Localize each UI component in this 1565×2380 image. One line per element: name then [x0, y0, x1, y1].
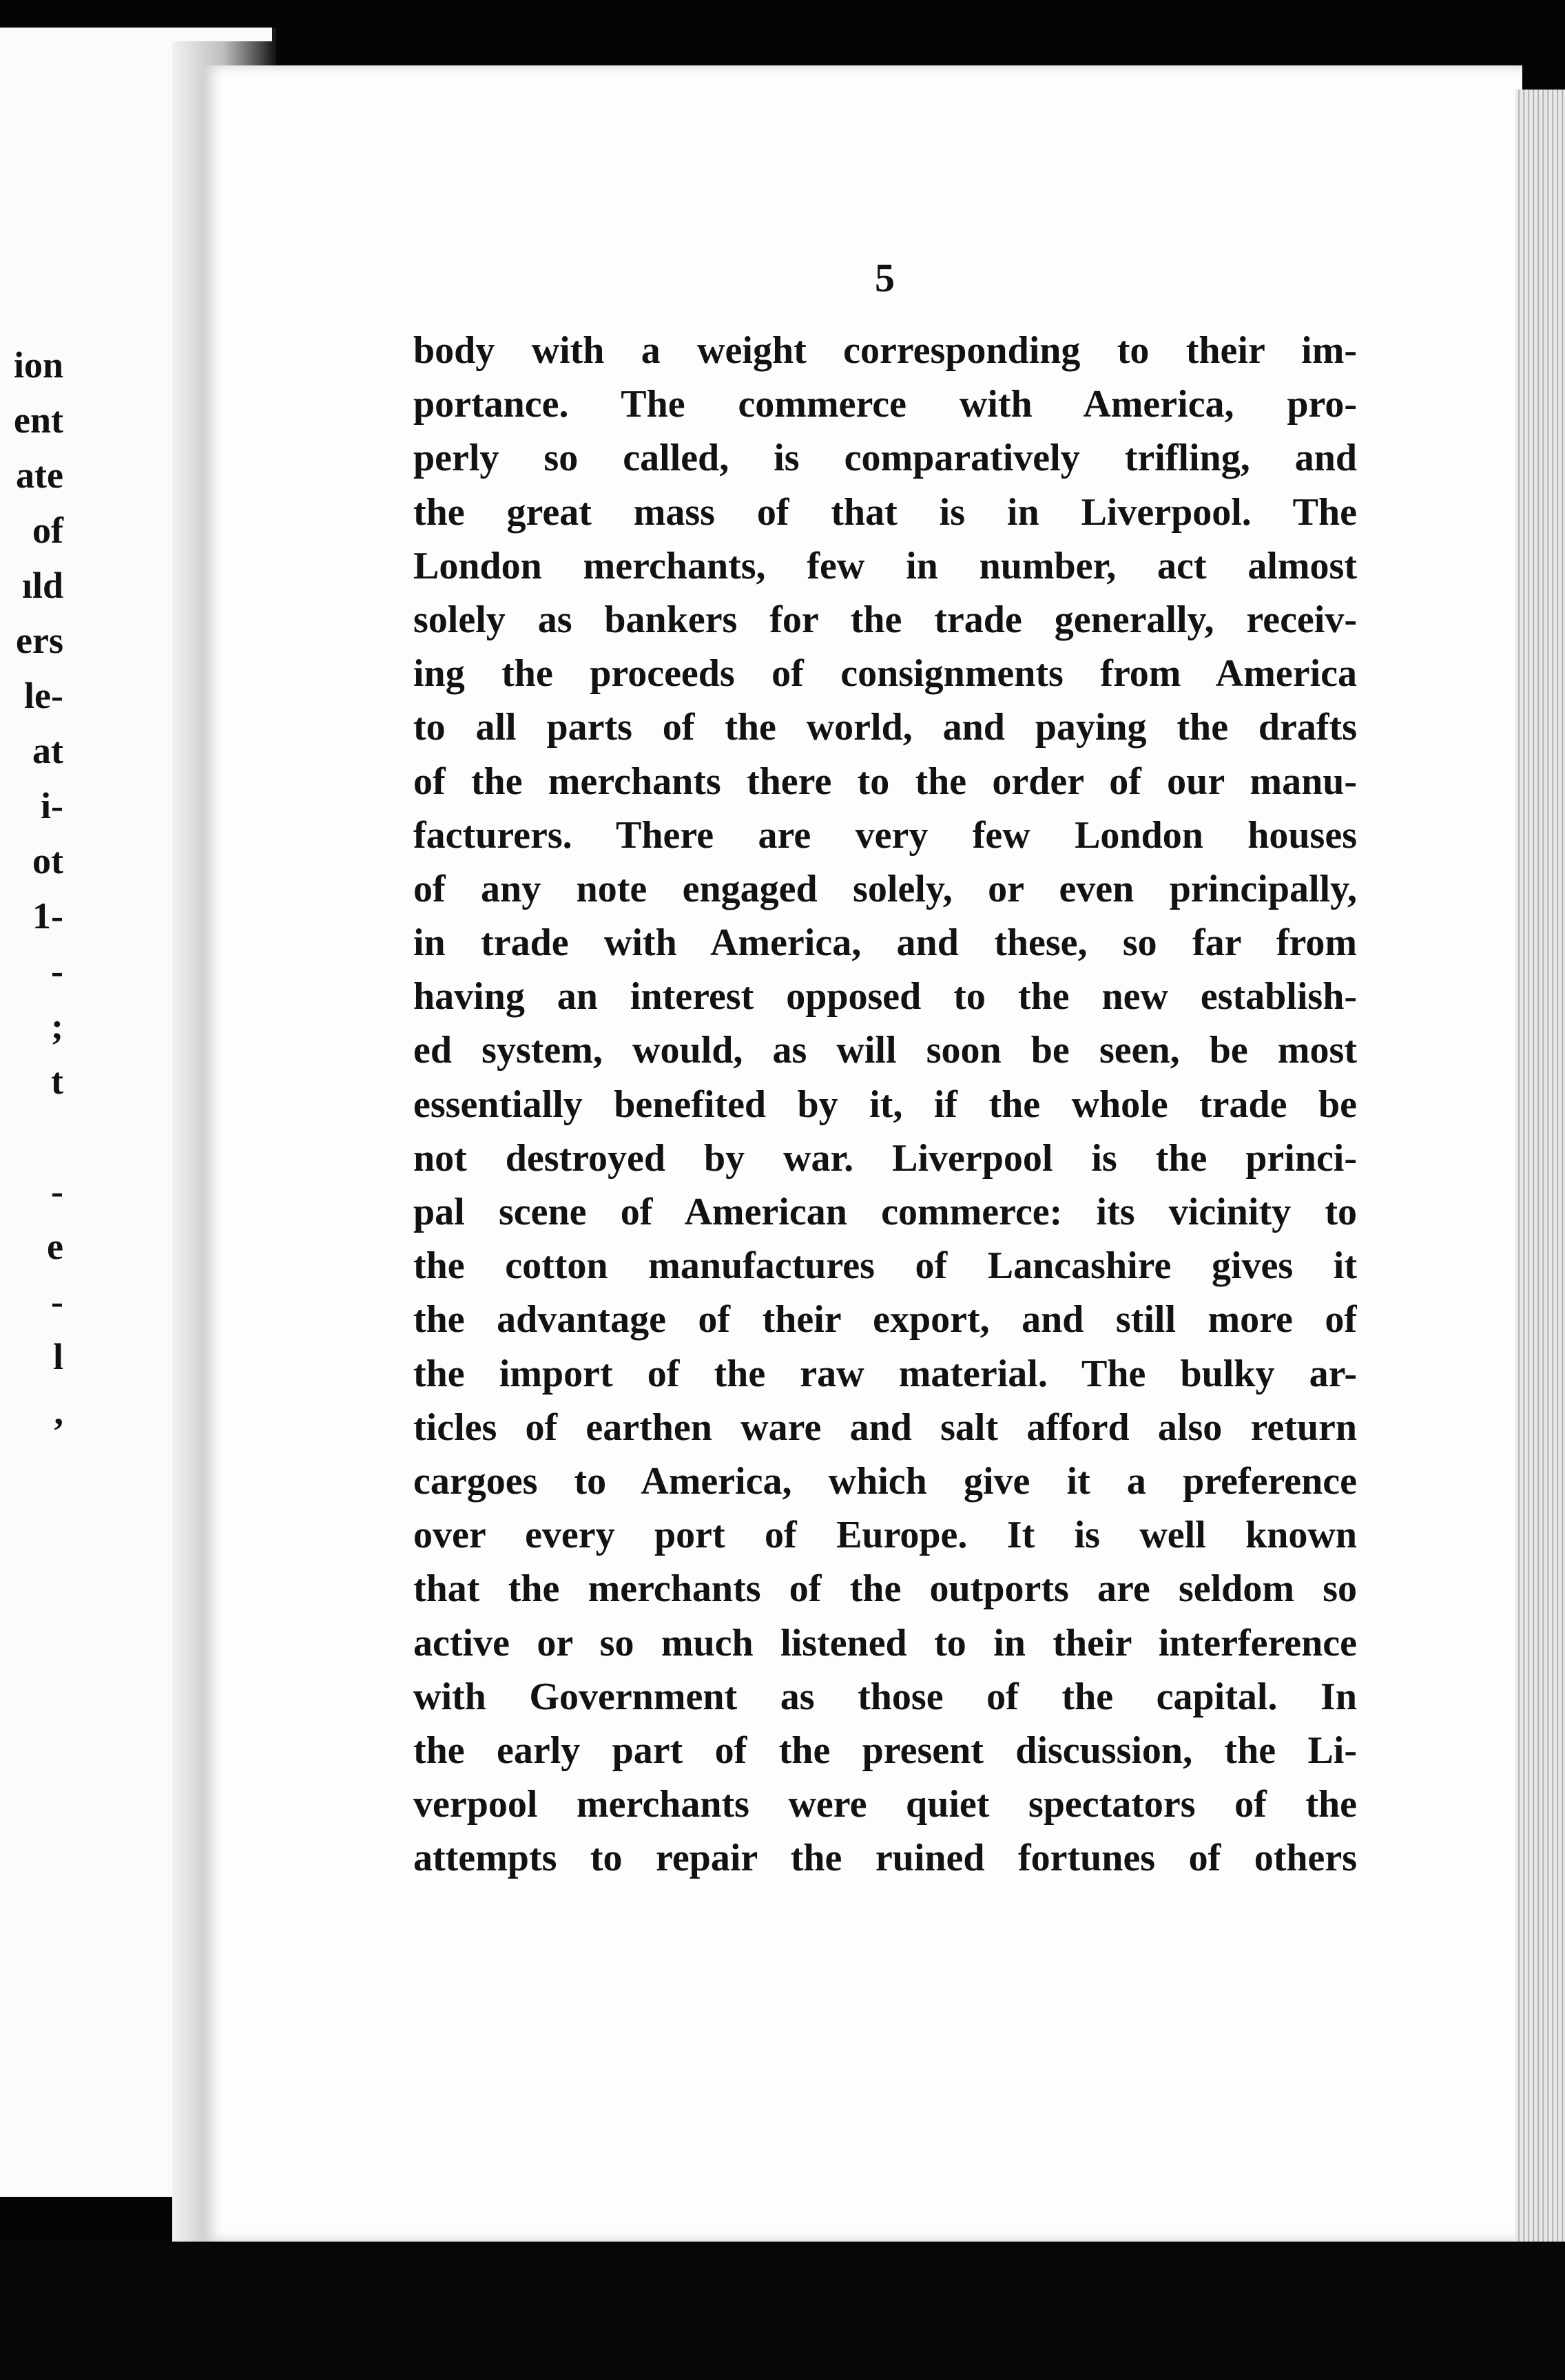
scan-bottom-border — [0, 2242, 1565, 2380]
left-text-fragment: ent — [14, 399, 63, 441]
text-line: with Government as those of the capital. In — [413, 1675, 1357, 1718]
text-line: attempts to repair the ruined fortunes of others — [413, 1837, 1357, 1880]
text-line: cargoes to America, which give it a preference — [413, 1459, 1357, 1503]
left-text-fragment: l — [52, 1336, 63, 1377]
left-text-fragment: le- — [24, 675, 63, 716]
left-text-fragment: ; — [51, 1005, 63, 1047]
text-line: the great mass of that is in Liverpool. The — [413, 490, 1357, 534]
left-text-fragment: - — [51, 950, 63, 992]
text-line: the early part of the present discussion, the Li- — [413, 1729, 1357, 1772]
left-text-fragment: i- — [41, 785, 63, 826]
page-number: 5 — [875, 255, 895, 300]
left-text-fragment: ot — [32, 840, 63, 881]
left-text-fragment: ıld — [21, 565, 63, 606]
left-text-fragment: - — [51, 1281, 63, 1322]
body-text — [413, 324, 1357, 1885]
text-line: of the merchants there to the order of our manu- — [413, 760, 1357, 803]
text-line: body with a weight corresponding to their im- — [413, 329, 1357, 372]
text-line: the import of the raw material. The bulky ar- — [413, 1352, 1357, 1395]
text-line: in trade with America, and these, so far from — [413, 921, 1357, 965]
text-line: portance. The commerce with America, pro- — [413, 383, 1357, 426]
text-line: that the merchants of the outports are seldom so — [413, 1567, 1357, 1611]
text-line: ed system, would, as will soon be seen, be most — [413, 1029, 1357, 1072]
text-line: the cotton manufactures of Lancashire gives it — [413, 1244, 1357, 1288]
left-text-fragment: 1- — [32, 895, 63, 937]
left-page-text-fragments — [0, 337, 63, 1439]
text-line: perly so called, is comparatively trifling, and — [413, 437, 1357, 480]
left-text-fragment: at — [32, 730, 63, 771]
left-text-fragment: , — [54, 1391, 63, 1432]
text-line: ticles of earthen ware and salt afford also return — [413, 1406, 1357, 1449]
text-line: the advantage of their export, and still more of — [413, 1298, 1357, 1342]
left-text-fragment — [0, 1109, 63, 1164]
text-line: not destroyed by war. Liverpool is the princi- — [413, 1136, 1357, 1180]
text-line: pal scene of American commerce: its vicinity to — [413, 1191, 1357, 1233]
text-line: ing the proceeds of consignments from America — [413, 652, 1357, 696]
left-text-fragment: e — [47, 1226, 63, 1267]
text-line: London merchants, few in number, act almost — [413, 544, 1357, 587]
text-line: having an interest opposed to the new establish- — [413, 975, 1357, 1019]
left-text-fragment: of — [32, 510, 63, 551]
text-line: essentially benefited by it, if the whole trade be — [413, 1083, 1357, 1126]
page-edges — [1515, 90, 1565, 2259]
text-line: active or so much listened to in their interference — [413, 1621, 1357, 1664]
text-line: to all parts of the world, and paying the drafts — [413, 706, 1357, 749]
left-text-fragment: ers — [16, 620, 63, 661]
text-line: verpool merchants were quiet spectators of the — [413, 1783, 1357, 1826]
left-text-fragment: ion — [13, 344, 63, 386]
text-line: over every port of Europe. It is well known — [413, 1514, 1357, 1557]
left-text-fragment: ate — [16, 455, 63, 496]
text-line: solely as bankers for the trade generally, receiv- — [413, 598, 1357, 641]
text-line: facturers. There are very few London houses — [413, 813, 1357, 857]
left-text-fragment: - — [51, 1171, 63, 1212]
left-text-fragment: t — [51, 1061, 63, 1102]
text-line: of any note engaged solely, or even principally, — [413, 867, 1357, 910]
